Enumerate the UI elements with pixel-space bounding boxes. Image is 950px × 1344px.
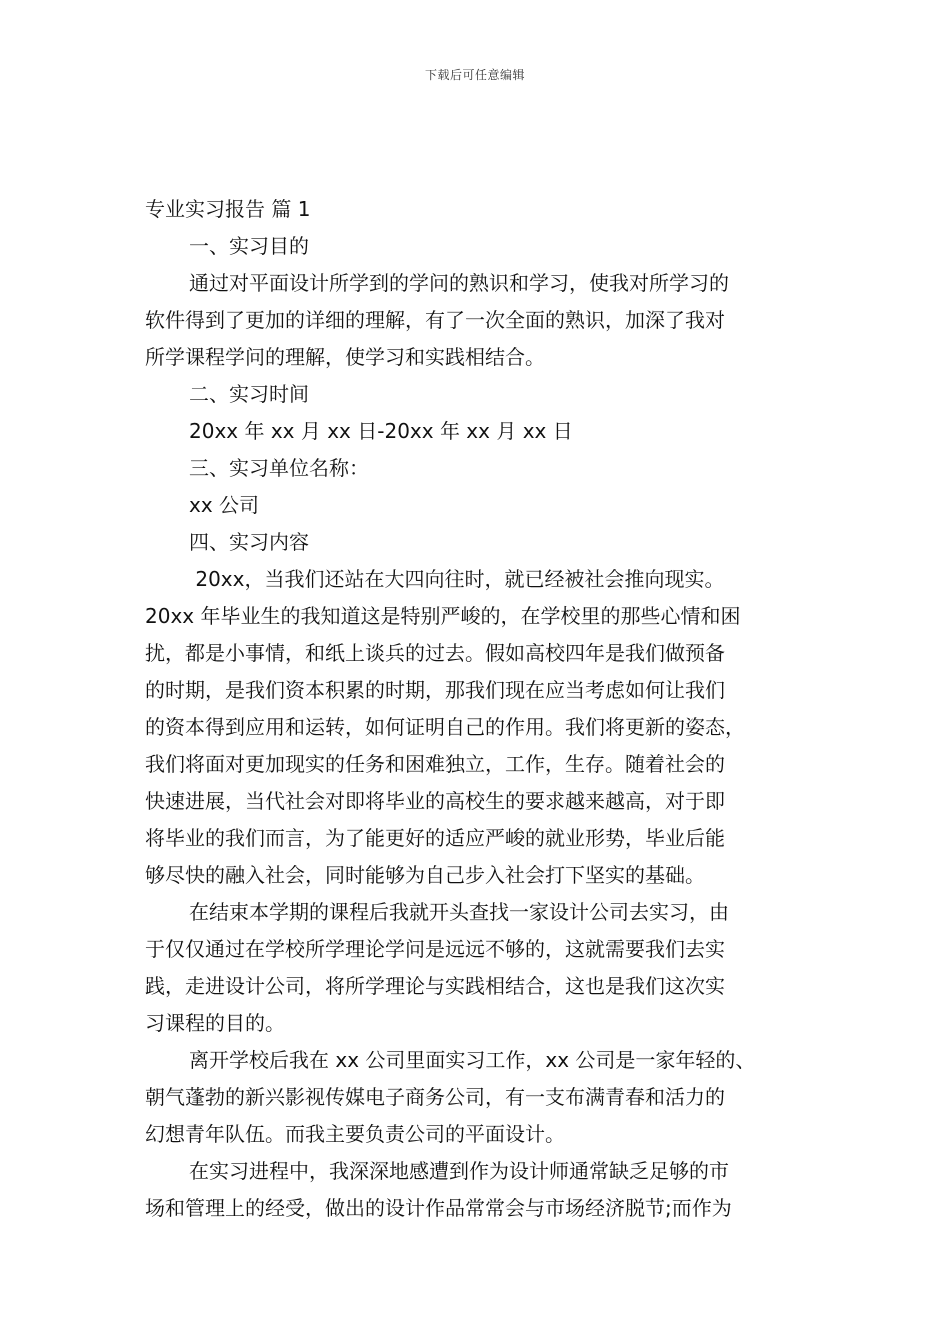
paragraph-line: 朝气蓬勃的新兴影视传媒电子商务公司，有一支布满青春和活力的 <box>145 1085 725 1109</box>
paragraph-content-2 <box>145 894 810 1042</box>
paragraph-content-1 <box>145 561 810 894</box>
paragraph-line: 于仅仅通过在学校所学理论学问是远远不够的，这就需要我们去实 <box>145 937 725 961</box>
paragraph-line: 通过对平面设计所学到的学问的熟识和学习，使我对所学习的 <box>189 271 729 295</box>
paragraph-line: 场和管理上的经受，做出的设计作品常常会与市场经济脱节;而作为 <box>145 1196 732 1220</box>
company-name: xx 公司 <box>189 493 260 517</box>
document-body <box>145 191 810 1227</box>
paragraph-content-3 <box>145 1042 810 1153</box>
section-heading-company: 三、实习单位名称： <box>189 456 369 480</box>
paragraph-line: 在实习进程中，我深深地感遭到作为设计师通常缺乏足够的市 <box>189 1159 729 1183</box>
section-heading-time: 二、实习时间 <box>189 382 309 406</box>
paragraph-line: 所学课程学问的理解，使学习和实践相结合。 <box>145 345 545 369</box>
paragraph-line: 的时期，是我们资本积累的时期，那我们现在应当考虑如何让我们 <box>145 678 725 702</box>
paragraph-line: 够尽快的融入社会，同时能够为自己步入社会打下坚实的基础。 <box>145 863 705 887</box>
paragraph-purpose <box>145 265 810 376</box>
paragraph-line: 习课程的目的。 <box>145 1011 285 1035</box>
paragraph-line: 我们将面对更加现实的任务和困难独立，工作，生存。随着社会的 <box>145 752 725 776</box>
paragraph-line: 快速进展，当代社会对即将毕业的高校生的要求越来越高，对于即 <box>145 789 725 813</box>
paragraph-line: 离开学校后我在 xx 公司里面实习工作，xx 公司是一家年轻的、 <box>189 1048 756 1072</box>
paragraph-line: 软件得到了更加的详细的理解，有了一次全面的熟识，加深了我对 <box>145 308 725 332</box>
paragraph-line: 践，走进设计公司，将所学理论与实践相结合，这也是我们这次实 <box>145 974 725 998</box>
section-heading-content: 四、实习内容 <box>189 530 309 554</box>
paragraph-line: 在结束本学期的课程后我就开头查找一家设计公司去实习，由 <box>189 900 729 924</box>
paragraph-line: 扰，都是小事情，和纸上谈兵的过去。假如高校四年是我们做预备 <box>145 641 725 665</box>
section-heading-purpose: 一、实习目的 <box>189 234 309 258</box>
paragraph-line: 将毕业的我们而言，为了能更好的适应严峻的就业形势，毕业后能 <box>145 826 725 850</box>
internship-dates: 20xx 年 xx 月 xx 日-20xx 年 xx 月 xx 日 <box>189 419 573 443</box>
paragraph-line: 20xx 年毕业生的我知道这是特别严峻的，在学校里的那些心情和困 <box>145 604 741 628</box>
paragraph-line: 20xx，当我们还站在大四向往时，就已经被社会推向现实。 <box>189 567 725 591</box>
paragraph-line: 的资本得到应用和运转，如何证明自己的作用。我们将更新的姿态， <box>145 715 745 739</box>
paragraph-content-4 <box>145 1153 810 1227</box>
document-title: 专业实习报告 篇 1 <box>145 197 311 221</box>
header-note: 下载后可任意编辑 <box>424 68 525 82</box>
paragraph-line: 幻想青年队伍。而我主要负责公司的平面设计。 <box>145 1122 565 1146</box>
